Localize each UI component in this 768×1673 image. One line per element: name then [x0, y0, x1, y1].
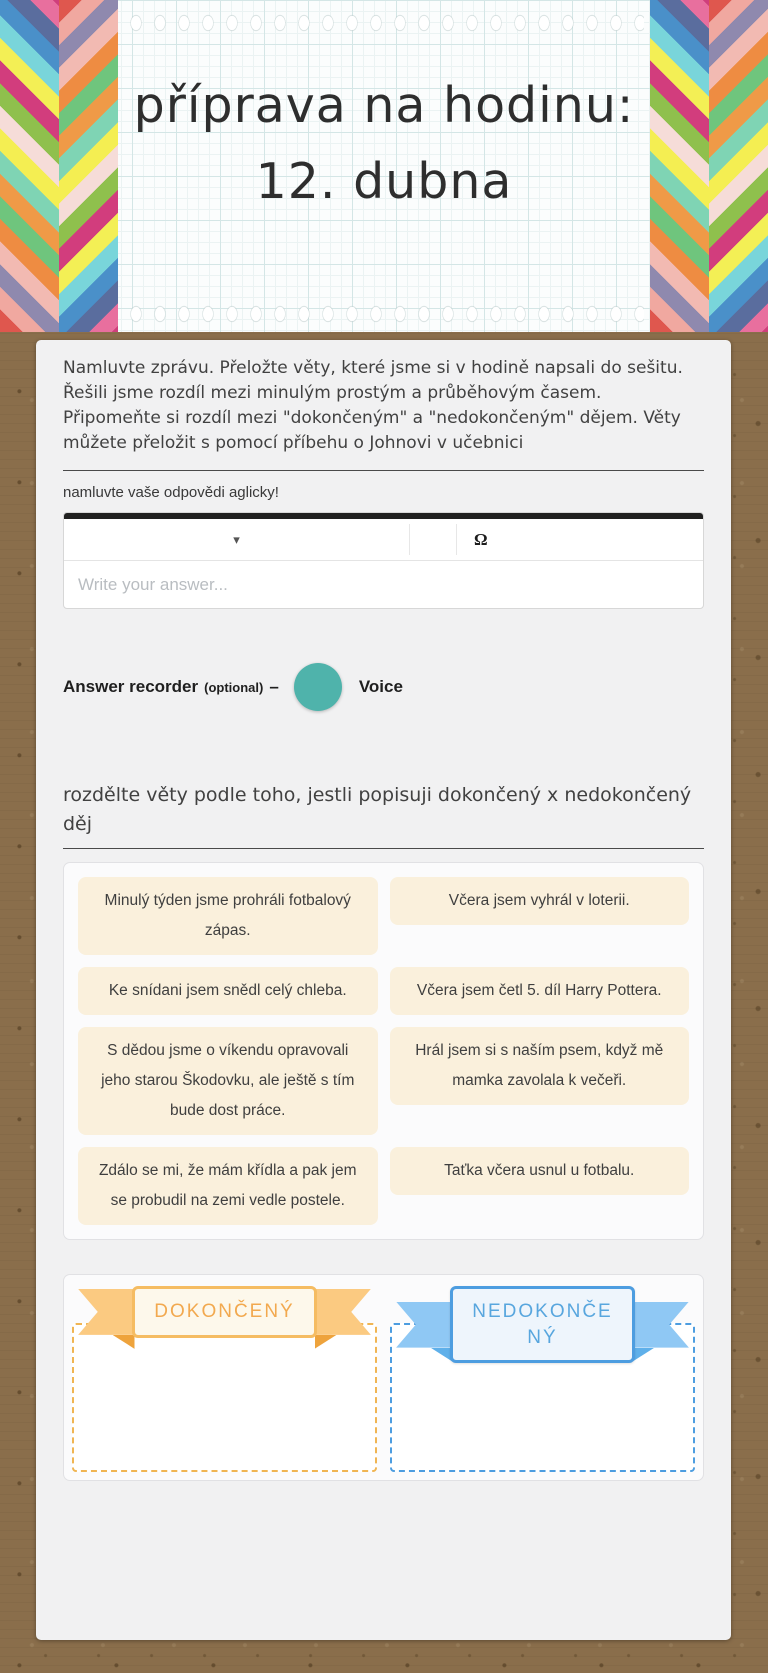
- sentence-card[interactable]: Včera jsem vyhrál v loterii.: [390, 877, 690, 925]
- chevron-down-icon: ▾: [233, 531, 240, 547]
- dokonceny-dropzone[interactable]: [72, 1323, 377, 1472]
- nedokonceny-banner: [390, 1286, 695, 1363]
- sentence-card[interactable]: Taťka včera usnul u fotbalu.: [390, 1147, 690, 1195]
- recorder-label: Answer recorder: [63, 677, 199, 696]
- task2-instructions: rozdělte věty podle toho, jestli popisuji dokončený x nedokončený děj: [63, 784, 692, 835]
- sentence-card[interactable]: Zdálo se mi, že mám křídla a pak jem se probudil na zemi vedle postele.: [78, 1147, 378, 1225]
- recorder-dash: –: [269, 677, 279, 696]
- answer-input[interactable]: [64, 561, 703, 608]
- chevron-stripe-half: [0, 0, 59, 332]
- special-characters-button[interactable]: Ω: [457, 519, 505, 560]
- toolbar-spacer: [410, 519, 456, 560]
- answer-input-wrap: [64, 561, 703, 608]
- worksheet-header: [0, 0, 768, 332]
- dokonceny-zone: [72, 1283, 377, 1472]
- chevron-stripe-half: [650, 0, 709, 332]
- sentence-card[interactable]: Hrál jsem si s naším psem, když mě mamka zavolala k večeři.: [390, 1027, 690, 1105]
- chevron-stripe-half: [59, 0, 118, 332]
- chevron-decoration-right: [650, 0, 768, 332]
- paragraph-format-dropdown[interactable]: [64, 519, 409, 560]
- sentence-card[interactable]: Minulý týden jsme prohráli fotbalový zápas.: [78, 877, 378, 955]
- sentence-card[interactable]: Ke snídani jsem snědl celý chleba.: [78, 967, 378, 1015]
- question-label: namluvte vaše odpovědi aglicky!: [63, 484, 279, 501]
- answer-recorder-row: [63, 663, 704, 711]
- nedokonceny-banner-label: NEDOKONČENÝ: [450, 1286, 635, 1363]
- ribbon-fold-right: [633, 1348, 655, 1362]
- answer-editor: [63, 512, 704, 609]
- sentence-card[interactable]: S dědou jsme o víkendu opravovali jeho starou Škodovku, ale ještě s tím bude dost práce.: [78, 1027, 378, 1135]
- dokonceny-banner: [72, 1286, 377, 1338]
- chevron-decoration-left: [0, 0, 118, 332]
- divider: [63, 848, 704, 849]
- dokonceny-banner-label: DOKONČENÝ: [132, 1286, 317, 1338]
- page-title: příprava na hodinu: 12. dubna: [133, 77, 635, 210]
- sentence-card[interactable]: Včera jsem četl 5. díl Harry Pottera.: [390, 967, 690, 1015]
- recorder-optional-label: (optional): [204, 679, 264, 695]
- binder-holes-bottom: [124, 301, 644, 327]
- sentence-cards-panel: [63, 862, 704, 1240]
- chevron-stripe-half: [709, 0, 768, 332]
- editor-toolbar: [64, 519, 703, 561]
- nedokonceny-zone: [390, 1283, 695, 1472]
- drop-zones-panel: [63, 1274, 704, 1481]
- task1-instructions: Namluvte zprávu. Přeložte věty, které jsme si v hodině napsali do sešitu. Řešili jsme rozdíl mezi minulým prostým a průběhovým časem. Připomeňte si rozdíl mezi "dokončeným" a "nedokončeným" dějem. Věty můžete přeložit s pomocí příbehu o Johnovi v učebnici: [63, 358, 683, 453]
- voice-label: Voice: [358, 677, 403, 696]
- worksheet-card: [36, 340, 731, 1640]
- voice-record-button[interactable]: [294, 663, 342, 711]
- binder-holes-top: [124, 10, 644, 36]
- divider: [63, 470, 704, 471]
